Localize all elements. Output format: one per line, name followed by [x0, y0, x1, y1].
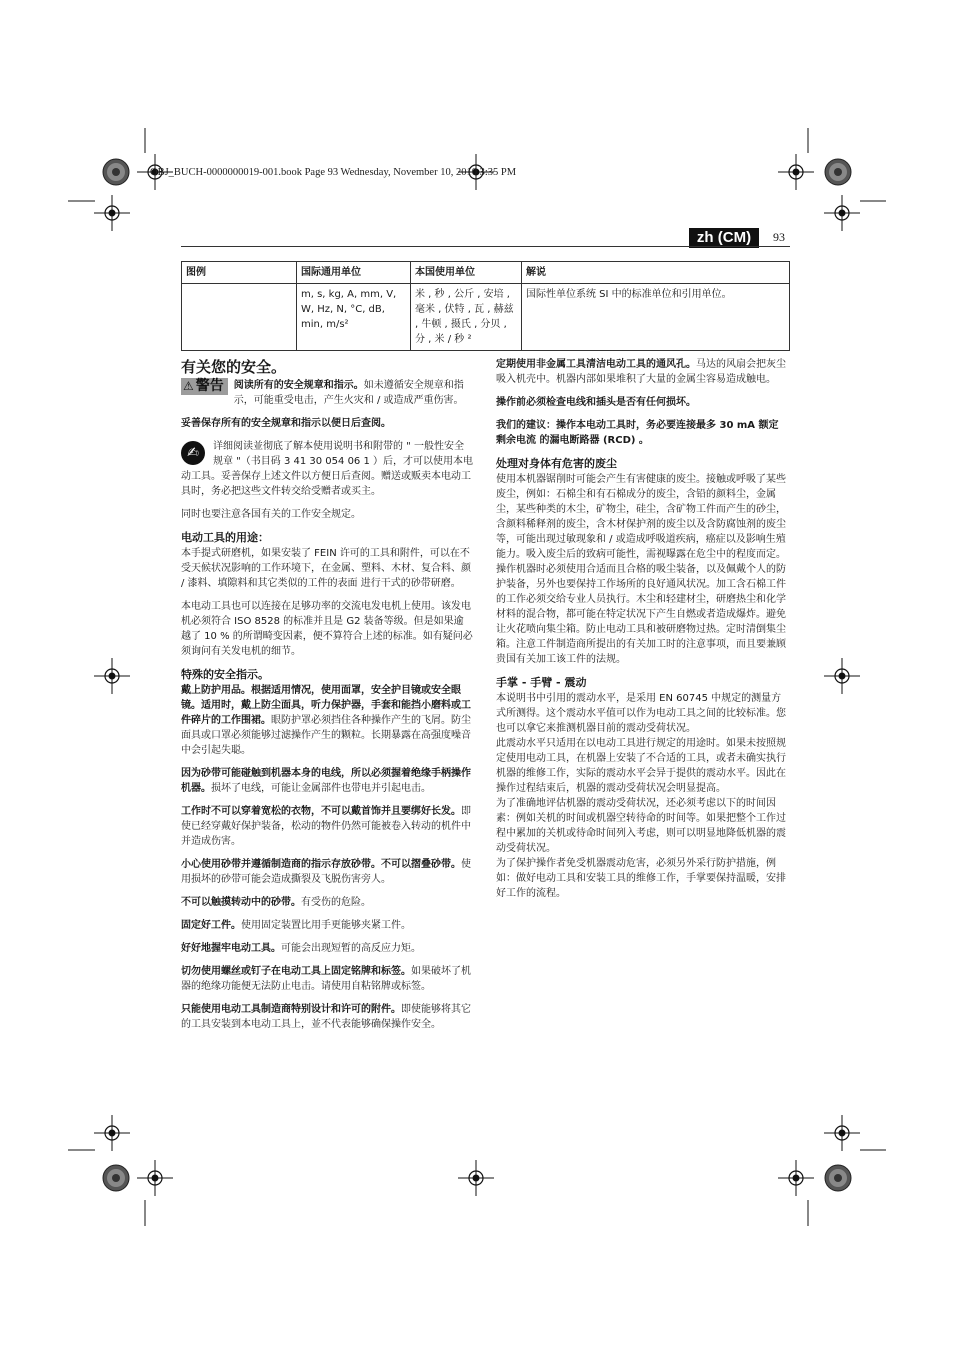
national-rules: 同时也要注意各国有关的工作安全规定。 — [181, 509, 361, 520]
safety-item — [181, 918, 473, 933]
vibration-paragraph-1: 本说明书中引用的震动水平，是采用 EN 60745 中规定的测量方式所测得。这个震动水平值可以作为电动工具之间的比较标准。您也可以拿它来推测机器目前的震动受荷状况。 — [496, 693, 786, 734]
safety-item-bold: 切勿使用螺丝或钉子在电动工具上固定铭牌和标签。 — [181, 966, 411, 977]
table-cell — [182, 284, 297, 351]
page-number: 93 — [773, 230, 785, 244]
units-table — [181, 261, 790, 351]
right-column — [496, 357, 788, 901]
safety-item — [181, 1002, 473, 1032]
safety-item-bold: 小心使用砂带并遵循制造商的指示存放砂带。不可以摺叠砂带。 — [181, 859, 461, 870]
read-manual-text: 详细阅读並彻底了解本使用说明书和附带的 " 一般性安全规章 "（书目码 3 41 30 054 06 1 ）后，才可以使用本电动工具。妥善保存上述文件以方便日后查阅。赠送或贩卖本电动工具时，务必把这些文件转交给受赠者或买主。 — [181, 441, 474, 497]
table-header-cell: 图例 — [182, 262, 297, 284]
left-column — [181, 357, 473, 1040]
table-header-cell: 本国使用单位 — [411, 262, 522, 284]
safety-item — [181, 941, 473, 956]
safety-item-text: 如果破坏了机器的绝缘功能便无法防止电击。请使用自粘铭牌或标签。 — [181, 966, 471, 992]
safety-item — [181, 683, 473, 758]
safety-item-text: 眼防护罩必须挡住各种操作产生的飞屑。防尘面具或口罩必须能够过滤操作产生的颗粒。长期暴露在高强度噪音中会引起失聪。 — [181, 715, 471, 756]
warning-triangle-icon: ⚠ — [183, 379, 194, 393]
table-cell: m, s, kg, A, mm, V, W, Hz, N, °C, dB, min, m/s² — [297, 284, 411, 351]
safety-item — [181, 857, 473, 887]
table-cell: 国际性单位系统 SI 中的标准单位和引用单位。 — [522, 284, 790, 351]
use-paragraph-2: 本电动工具也可以连接在足够功率的交流电发电机上使用。该发电机必须符合 ISO 8528 的标准并且是 G2 装备等级。但是如果逾越了 10 % 的所谓畸变因素，便不算符合上述的标准。如有疑问必须询问有关发电机的细节。 — [181, 601, 473, 657]
safety-item-bold: 只能使用电动工具制造商特别设计和许可的附件。 — [181, 1004, 401, 1015]
safety-item-text: 即使已经穿戴好保护装备，松动的物件仍然可能被卷入转动的机件中并造成伤害。 — [181, 806, 471, 847]
warning-text: 如未遵循安全规章和指示，可能重受电击，产生火灾和 / 或造成严重伤害。 — [233, 380, 464, 406]
table-cell: 米 , 秒 , 公斤 , 安培 , 毫米 , 伏特 , 瓦 , 赫兹 , 牛顿 , 摄氏 , 分贝 , 分 , 米 / 秒 ² — [411, 284, 522, 351]
table-header-cell: 国际通用单位 — [297, 262, 411, 284]
vibration-paragraph-2: 此震动水平只适用在以电动工具进行规定的用途时。如果未按照规定使用电动工具，在机器上安装了不合适的工具，或者未确实执行机器的维修工作，实际的震动水平会异于提供的震动水平。因此在操作过程结束后，机器的震动受荷状况会明显提高。 — [496, 738, 786, 794]
safety-item-bold: 定期使用非金属工具清洁电动工具的通风孔。 — [496, 359, 696, 370]
check-cable: 操作前必须检查电线和插头是否有任何损坏。 — [496, 397, 696, 408]
safety-item-bold: 戴上防护用品。根据适用情况，使用面罩，安全护目镜或安全眼镜。适用时，戴上防尘面具，听力保护器，手套和能挡小磨料或工件碎片的工作围裙。 — [181, 685, 471, 726]
safety-item — [496, 357, 788, 387]
safety-item-text: 有受伤的危险。 — [301, 897, 371, 908]
read-manual-paragraph — [181, 439, 473, 499]
dust-paragraph: 使用本机器锯削时可能会产生有害健康的废尘。接触或呼吸了某些废尘，例如：石棉尘和有石棉成分的废尘，含铅的颜料尘，金属尘，某些种类的木尘，矿物尘，硅尘，含矿物工件而产生的砂尘，含颜料稀释剂的废尘，含木材保护剂的废尘以及含防腐蚀剂的废尘等，可能出现过敏现象和 / 或造成呼吸道疾病，癌症以及影响生殖能力。吸入废尘后的致病可能性，需视曝露在危尘中的程度而定。操作机器时必须使用合适而且合格的吸尘装备，以及佩戴个人的防护装备，另外也要保持工作场所的良好通风状况。加工含石棉工件的工作必须交给专业人员执行。木尘和轻建材尘，研磨热尘和化学材料的混合物，都可能在特定状况下产生自燃或者造成爆炸。避免让火花喷向集尘箱。防止电动工具和被研磨物过热。定时清倒集尘箱。注意工件制造商所提出的有关加工时的注意事项，而且要兼顾贵国有关加工该工件的法规。 — [496, 474, 786, 665]
language-badge: zh (CM) — [689, 228, 759, 248]
safety-item-text: 即使能够将其它的工具安装到本电动工具上，並不代表能够确保操作安全。 — [181, 1004, 471, 1030]
table-header-row — [182, 262, 790, 284]
use-paragraph-1: 本手提式研磨机，如果安装了 FEIN 许可的工具和附件，可以在不受天候状况影响的工作环境下，在金属、塑料、木材、复合料、颜 / 漆料、填隙料和其它类似的工件的表面 进行干式的砂带研磨。 — [181, 548, 471, 589]
table-row — [182, 284, 790, 351]
warning-bold: 阅读所有的安全规章和指示。 — [233, 380, 364, 391]
safety-item-text: 可能会出现短暂的高反应力矩。 — [281, 943, 421, 954]
safety-item-bold: 工作时不可以穿着宽松的衣物，不可以戴首饰并且要绑好长发。 — [181, 806, 461, 817]
safety-item-text: 损坏了电线，可能让金属部件也带电并引起电击。 — [211, 783, 431, 794]
safety-item-text: 使用固定装置比用手更能够夹紧工件。 — [241, 920, 411, 931]
vibration-paragraph-3: 为了准确地评估机器的震动受荷状况，还必须考虑以下的时间因素：例如关机的时间或机器空转待命的时间等。如果把整个工作过程中累加的关机或待命时间列入考虑，则可以明显地降低机器的震动受荷状况。 — [496, 798, 786, 854]
special-safety-heading: 特殊的安全指示。 — [181, 668, 269, 681]
safety-title: 有关您的安全。 — [181, 358, 287, 376]
safety-item — [181, 964, 473, 994]
safety-item-bold: 不可以触摸转动中的砂带。 — [181, 897, 301, 908]
keep-instructions: 妥善保存所有的安全规章和指示以便日后查阅。 — [181, 418, 391, 429]
vibration-heading: 手掌 - 手臂 - 震动 — [496, 676, 587, 689]
warning-paragraph — [181, 378, 473, 408]
safety-item — [181, 766, 473, 796]
safety-item-text: 使用损坏的砂带可能会造成撕裂及飞脱伤害旁人。 — [181, 859, 471, 885]
header-rule — [181, 246, 790, 247]
safety-item — [181, 895, 473, 910]
safety-item-bold: 固定好工件。 — [181, 920, 241, 931]
use-heading: 电动工具的用途： — [181, 531, 269, 544]
safety-item-bold: 好好地握牢电动工具。 — [181, 943, 281, 954]
table-header-cell: 解说 — [522, 262, 790, 284]
file-info-line: OBJ_BUCH-0000000019-001.book Page 93 Wednesday, November 10, 2010 3:35 PM — [150, 167, 517, 178]
safety-item-bold: 因为砂带可能碰触到机器本身的电线，所以必须握着绝缘手柄操作机器。 — [181, 768, 471, 794]
safety-item-text: 马达的风扇会把灰尘吸入机壳中。机器内部如果堆积了大量的金属尘容易造成触电。 — [496, 359, 786, 385]
rcd-recommendation: 我们的建议：操作本电动工具时，务必要连接最多 30 mA 额定剩余电流 的漏电断路器 (RCD) 。 — [496, 420, 779, 446]
read-manual-icon: ✍ — [181, 441, 205, 465]
vibration-paragraph-4: 为了保护操作者免受机器震动危害，必须另外采行防护措施，例如：做好电动工具和安装工具的维修工作，手掌要保持温暖，安排好工作的流程。 — [496, 858, 786, 899]
warning-label: 警告 — [195, 378, 224, 394]
safety-item — [181, 804, 473, 849]
warning-badge — [181, 378, 228, 395]
dust-heading: 处理对身体有危害的废尘 — [496, 457, 617, 470]
